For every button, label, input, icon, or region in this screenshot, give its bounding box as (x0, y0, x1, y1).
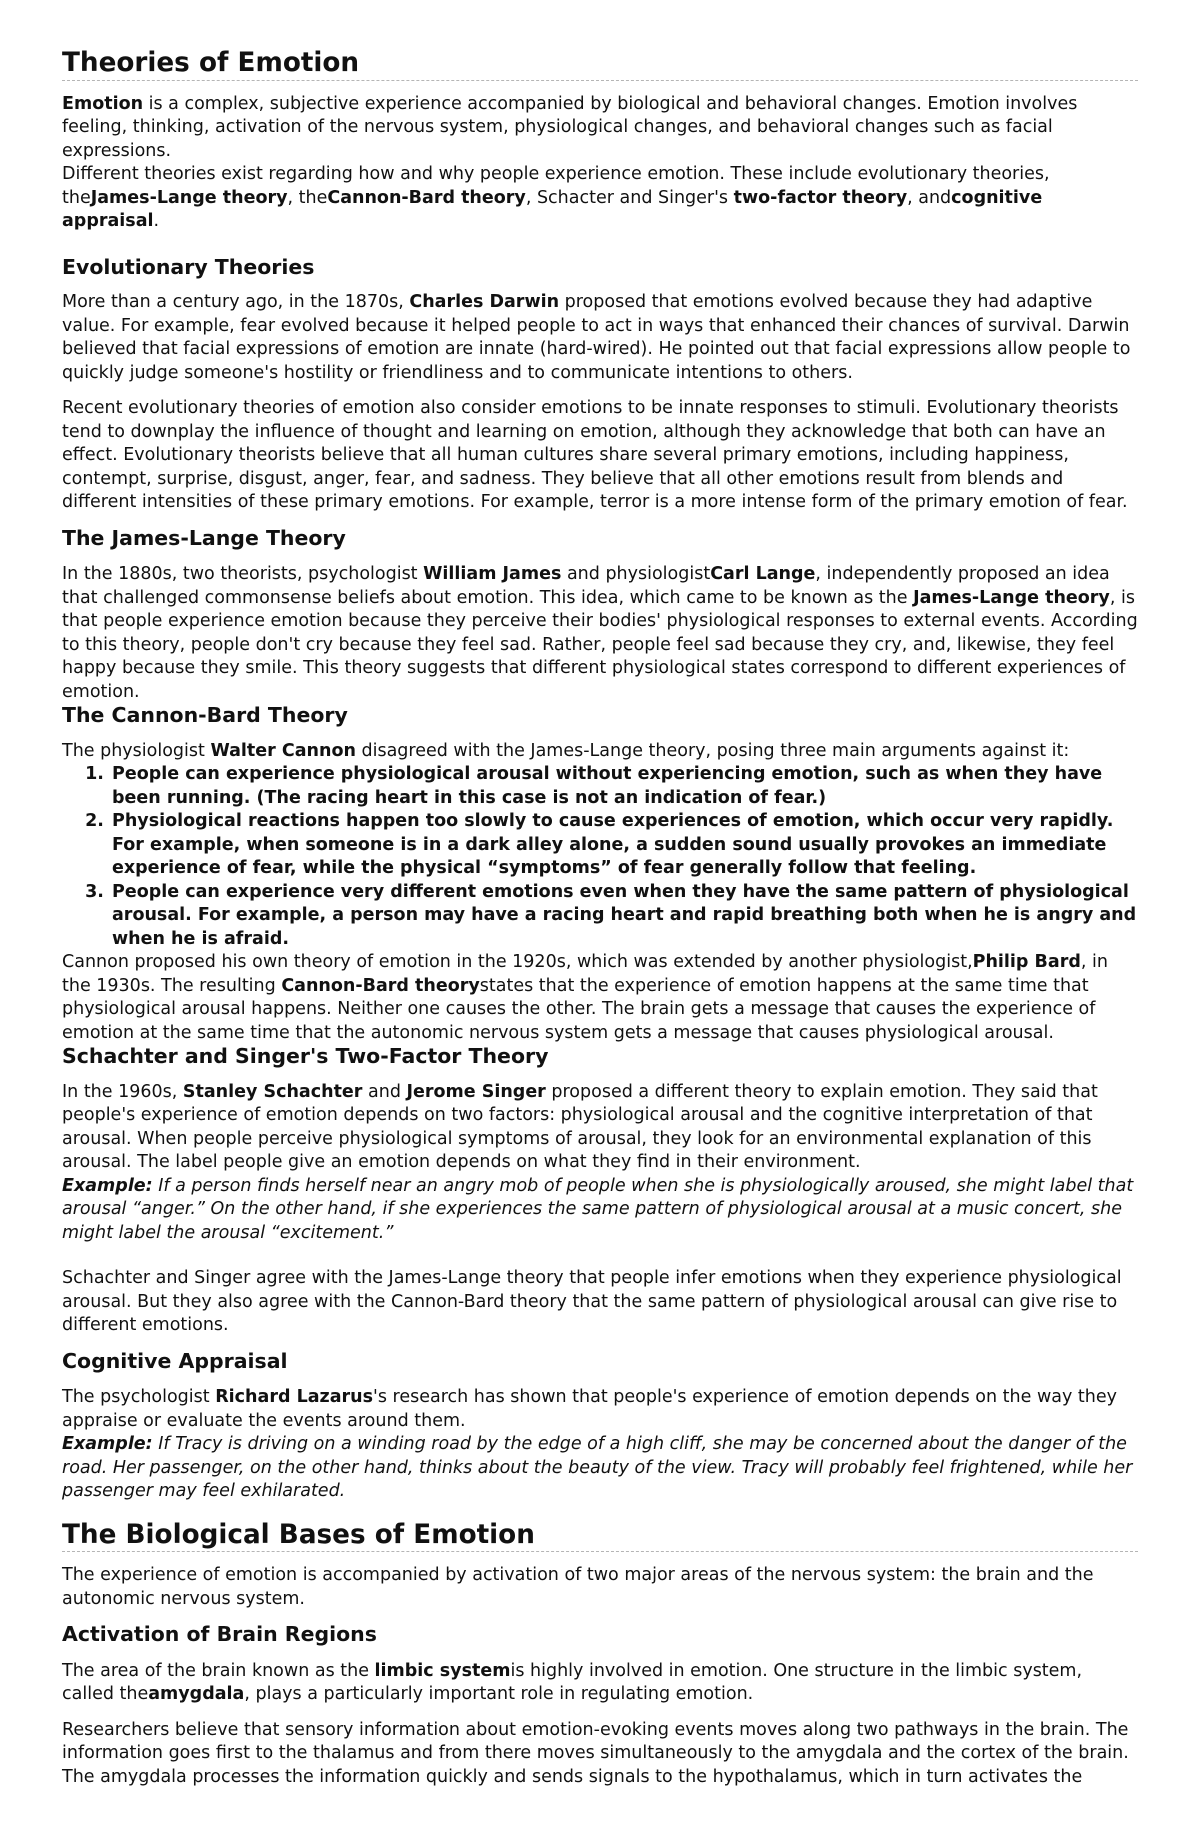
text: , and (907, 187, 952, 208)
text: . (153, 211, 160, 231)
section-divider (62, 80, 1138, 81)
text: The physiologist (62, 740, 211, 761)
text: , plays a particularly important role in regulating emotion. (244, 1684, 754, 1704)
text: and (362, 1081, 407, 1102)
list-item: 3. People can experience very different emotions even when they have the same pattern of physiological arousal. For example, a person may have a racing heart and rapid breathing both when he is angry and when he is afraid. (110, 881, 1138, 952)
text: The area of the brain known as the (62, 1660, 375, 1681)
example-text: If a person finds herself near an angry mob of people when she is physiologically aroused, she might label that arousal “anger.” On the other hand, if she experiences the same pattern of physiological arousal at a music concert, she might label the arousal “excitement.” (62, 1175, 1134, 1243)
two-factor-paragraph-2: Schachter and Singer agree with the James-Lange theory that people infer emotions when they experience physiological arousal. But they also agree with the Cannon-Bard theory that the same pattern of physiological arousal can give rise to different emotions. (62, 1268, 1122, 1335)
text: Different theories exist regarding how and why people experience emotion. These include evolutionary theories, the (62, 164, 1050, 208)
text: More than a century ago, in the 1870s, (62, 292, 410, 312)
example-label: Example: (62, 1434, 153, 1454)
text: 's research has shown that people's experience of emotion depends on the way they appraise or evaluate the events around them. (62, 1387, 1117, 1431)
cannon-arguments-list (62, 763, 1138, 951)
text: is highly involved in emotion. One structure in the limbic system, called the (62, 1660, 1083, 1704)
term-emotion: Emotion (62, 93, 144, 114)
text: and physiologist (561, 564, 711, 584)
term-james-lange-theory: James-Lange theory (913, 587, 1110, 608)
two-factor-paragraph-1 (62, 1081, 1138, 1175)
two-factor-example (62, 1175, 1138, 1246)
text: , is that people experience emotion because they perceive their bodies' physiological responses to external events. According to this theory, people don't cry because they feel sad. Rather, people feel sad because they cry, and, likewise, they feel happy because they smile. This theory suggests that different physiological states correspond to different experiences of emotion. (62, 587, 1138, 702)
text: Cannon proposed his own theory of emotion in the 1920s, which was extended by another physiologist, (62, 952, 973, 972)
section-heading-theories-of-emotion: Theories of Emotion (62, 48, 360, 78)
text: states that the experience of emotion happens at the same time that physiological arousal happens. Neither one causes the other. The brain gets a message that causes the experience of emotion at the same time that the autonomic nervous system gets a message that causes physiological arousal. (62, 975, 1096, 1043)
name-jerome-singer: Jerome Singer (406, 1081, 546, 1102)
term-two-factor: two-factor theory (733, 187, 908, 208)
brain-regions-paragraph-2: Researchers believe that sensory information about emotion-evoking events moves along two pathways in the brain. The information goes first to the thalamus and from there moves simultaneously to the amygdala and the cortex of the brain. The amygdala processes the information quickly and sends signals to the hypothalamus, which in turn activates the (62, 1719, 1129, 1787)
cannon-bard-intro (62, 740, 1138, 764)
name-philip-bard: Philip Bard (972, 952, 1081, 972)
term-james-lange: James-Lange theory (90, 187, 288, 208)
section-heading-biological-bases: The Biological Bases of Emotion (62, 1519, 535, 1550)
intro-theories-paragraph (62, 163, 1138, 234)
name-walter-cannon: Walter Cannon (210, 740, 356, 761)
list-item: 2. Physiological reactions happen too slowly to cause experiences of emotion, which occur very rapidly. For example, when someone is in a dark alley alone, a sudden sound usually provokes an immediate experience of fear, while the physical “symptoms” of fear generally follow that feeling. (110, 810, 1138, 881)
example-text: If Tracy is driving on a winding road by the edge of a high cliff, she may be concerned about the danger of the road. Her passenger, on the other hand, thinks about the beauty of the view. Tracy will probably feel frightened, while her passenger may feel exhilarated. (62, 1434, 1133, 1501)
heading-brain-regions: Activation of Brain Regions (62, 1622, 377, 1646)
biological-paragraph: The experience of emotion is accompanied by activation of two major areas of the nervous system: the brain and the autonomic nervous system. (62, 1565, 1094, 1609)
text: proposed a different theory to explain emotion. They said that people's experience of emotion depends on two factors: physiological arousal and the cognitive interpretation of that arousal. When people perceive physiological symptoms of arousal, they look for an environmental explanation of this arousal. The label people give an emotion depends on what they find in their environment. (62, 1081, 1098, 1172)
text: In the 1880s, two theorists, psychologist (62, 564, 424, 584)
text: , the (287, 187, 328, 208)
term-cognitive-appraisal: cognitive appraisal (62, 187, 1043, 231)
heading-two-factor-theory: Schachter and Singer's Two-Factor Theory (62, 1044, 549, 1068)
evolutionary-paragraph-2: Recent evolutionary theories of emotion also consider emotions to be innate responses to stimuli. Evolutionary theorists tend to downplay the influence of thought and learning on emotion, although they acknowledge that both can have an effect. Evolutionary theorists believe that all human cultures share several primary emotions, including happiness, contempt, surprise, disgust, anger, fear, and sadness. They believe that all other emotions result from blends and different intensities of these primary emotions. For example, terror is a more intense form of the primary emotion of fear. (62, 398, 1128, 512)
heading-evolutionary-theories: Evolutionary Theories (62, 254, 315, 279)
term-cannon-bard: Cannon-Bard theory (327, 187, 526, 208)
heading-cognitive-appraisal: Cognitive Appraisal (62, 1348, 288, 1373)
text: In the 1960s, (62, 1081, 183, 1102)
heading-james-lange-theory: The James-Lange Theory (62, 525, 346, 550)
name-charles-darwin: Charles Darwin (409, 292, 560, 312)
text: , Schacter and Singer's (525, 187, 734, 208)
text: disagreed with the James-Lange theory, posing three main arguments against it: (355, 740, 1070, 761)
cognitive-example (62, 1433, 1138, 1504)
section-divider (62, 1551, 1138, 1552)
intro-paragraph (62, 93, 1138, 164)
text: , independently proposed an idea that challenged commonsense beliefs about emotion. This idea, which came to be known as the (62, 564, 1110, 608)
cognitive-paragraph (62, 1386, 1138, 1433)
term-cannon-bard-theory: Cannon-Bard theory (281, 975, 480, 996)
term-amygdala: amygdala (148, 1684, 245, 1704)
text: , in the 1930s. The resulting (62, 952, 1108, 996)
text: is a complex, subjective experience accompanied by biological and behavioral changes. Emotion involves feeling, thinking, activation of the nervous system, physiological changes, and behavioral changes such as facial expressions. (62, 93, 1078, 161)
name-william-james: William James (423, 564, 562, 584)
term-limbic-system: limbic system (374, 1660, 511, 1681)
example-label: Example: (62, 1175, 153, 1196)
name-stanley-schachter: Stanley Schachter (182, 1081, 363, 1102)
cannon-bard-paragraph-2 (62, 951, 1138, 1045)
heading-cannon-bard-theory: The Cannon-Bard Theory (62, 703, 348, 727)
name-carl-lange: Carl Lange (710, 564, 816, 584)
text: The psychologist (62, 1387, 216, 1407)
brain-regions-paragraph-1 (62, 1660, 1138, 1707)
james-lange-paragraph (62, 563, 1138, 704)
evolutionary-paragraph-1 (62, 291, 1138, 385)
text: proposed that emotions evolved because they had adaptive value. For example, fear evolved because it helped people to act in ways that enhanced their chances of survival. Darwin believed that facial expressions of emotion are innate (hard-wired). He pointed out that facial expressions allow people to quickly judge someone's hostility or friendliness and to communicate intentions to others. (62, 292, 1131, 383)
name-richard-lazarus: Richard Lazarus (215, 1387, 374, 1407)
list-item: 1. People can experience physiological arousal without experiencing emotion, such as when they have been running. (The racing heart in this case is not an indication of fear.) (110, 763, 1138, 810)
